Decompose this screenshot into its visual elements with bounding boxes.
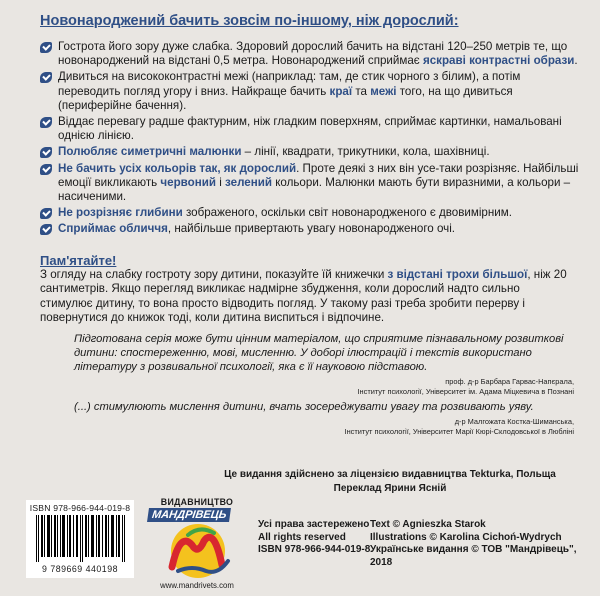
remember-heading: Пам'ятайте! [40, 253, 117, 268]
isbn-label: ISBN 978-966-944-019-8 [29, 503, 131, 513]
feature-list [40, 40, 580, 239]
list-item: Віддає перевагу радше фактурним, ніж гладким поверхням, сприймає картинки, намальовані однією лінією. [40, 115, 580, 143]
quote-signature: д-р Малгожата Костка-Шиманська, Інститут психології, Університет Марії Кюрі-Склодовської в Любліні [344, 417, 574, 436]
rights-block: Усі права застережено All rights reserved ISBN 978-966-944-019-8 [258, 519, 371, 555]
list-item: Не бачить усіх кольорів так, як дорослий. Проте деякі з них він усе-таки розрізняє. Найбільші емоції викликають червоний і зелений кольори. Малюнки мають бути виразними, а кольори – насиченими. [40, 162, 580, 205]
list-item: Гострота його зору дуже слабка. Здоровий дорослий бачить на відстані 120–250 метрів те, що новонароджений на відстані 0,5 метра. Новонароджений сприймає яскраві контрастні образи. [40, 40, 580, 68]
quote-text: Підготована серія може бути цінним матеріалом, що сприятиме пізнавальному розвиткові дитини: спостереженню, мові, мисленню. У доборі ілюстрацій і текстів використано літературу з розвивальної психології, яка є її науковою підставою. [74, 333, 564, 373]
barcode-bars-icon [36, 515, 126, 562]
logo-m-icon [158, 521, 238, 581]
checkmark-icon [40, 224, 52, 235]
list-item: Дивиться на висококонтрастні межі (наприклад: там, де стик чорного з білим), а потім переводить погляд угору і вниз. Найкраще бачить краї та межі того, на що дивиться (периферійне бачення). [40, 70, 580, 113]
section-heading: Новонароджений бачить зовсім по-іншому, ніж дорослий: [40, 13, 459, 29]
barcode [26, 500, 134, 578]
checkmark-icon [40, 147, 52, 158]
expert-quote-2 [74, 400, 574, 436]
license-info: Це видання здійснено за ліцензією видавництва Tekturka, Польща Переклад Ярини Ясній [224, 469, 556, 494]
remember-paragraph: З огляду на слабку гостроту зору дитини, показуйте їй книжечки з відстані трохи більшої, ніж 20 сантиметрів. Якщо перегляд викликає надмірне збудження, коли дорослий надто сильно стимулює дитину, то вона просто відводить погляд. У такому разі треба зробити перерву і повернутися до книжок тоді, коли дитина виспиться і відпочине. [40, 268, 567, 324]
quote-text: (...) стимулюють мислення дитини, вчать зосереджувати увагу та розвивають уяву. [74, 401, 534, 413]
list-item: Сприймає обличчя, найбільше привертають увагу новонародженого очі. [40, 222, 580, 236]
publisher-brand: МАНДРІВЕЦЬ [147, 508, 231, 522]
checkmark-icon [40, 164, 52, 175]
list-item: Полюбляє симетричні малюнки – лінії, квадрати, трикутники, кола, шахівниці. [40, 145, 580, 159]
expert-quote-1 [74, 332, 574, 396]
publisher-label: ВИДАВНИЦТВО [160, 497, 234, 507]
checkmark-icon [40, 117, 52, 128]
credits-block: Text © Agnieszka Starok Illustrations © Karolina Cichoń-Wydrych Українське видання © ТОВ "Мандрівець", 2018 [370, 519, 577, 568]
checkmark-icon [40, 72, 52, 83]
checkmark-icon [40, 208, 52, 219]
checkmark-icon [40, 42, 52, 53]
isbn-digits: 9 789669 440198 [42, 564, 118, 574]
list-item: Не розрізняє глибини зображеного, оскільки світ новонародженого є двовимірним. [40, 206, 580, 220]
quote-signature: проф. д-р Барбара Гарвас-Напєрала, Інститут психології, Університет ім. Адама Міцкевича в Познані [357, 377, 574, 396]
publisher-logo [140, 497, 254, 589]
publisher-website: www.mandrivets.com [160, 581, 234, 590]
